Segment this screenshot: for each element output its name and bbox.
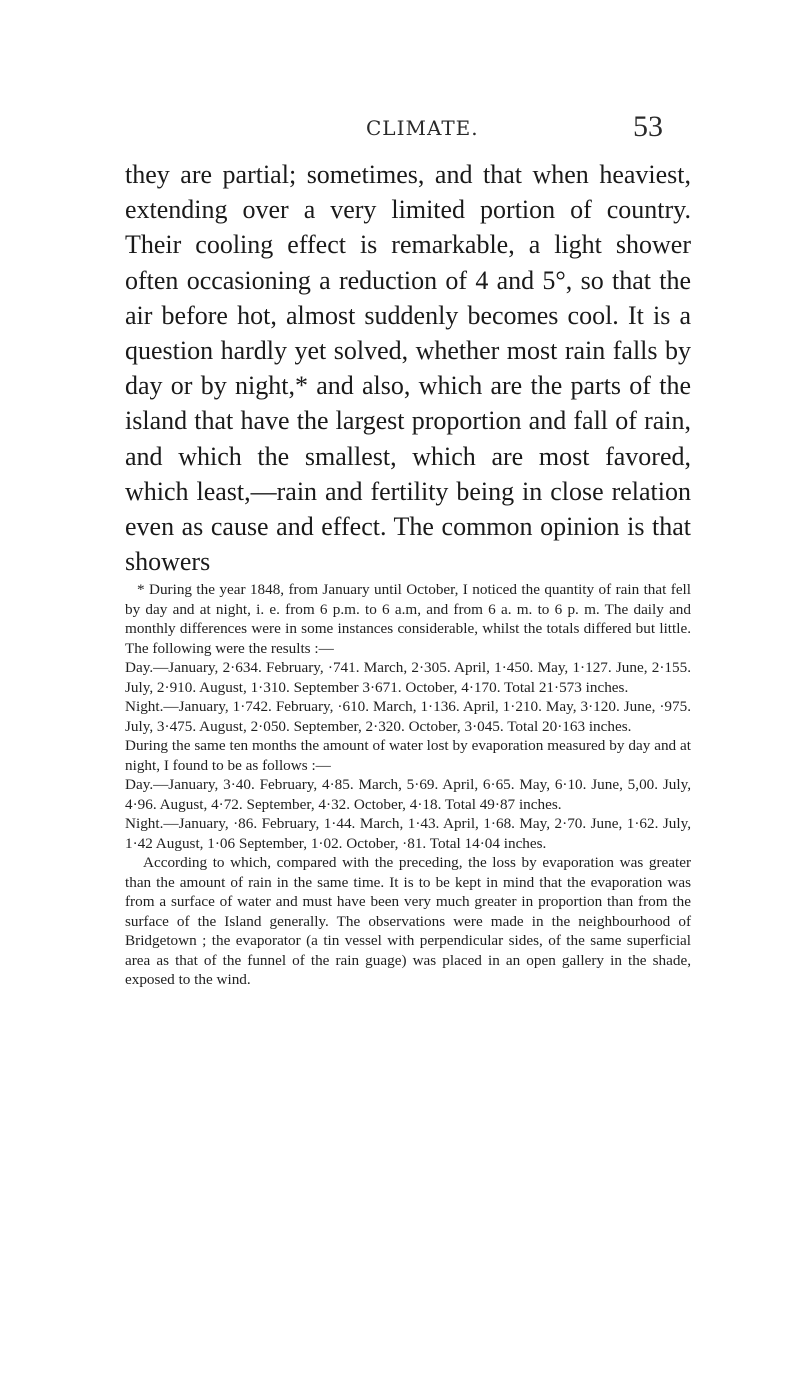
footnote-evaporation-day: Day.—January, 3·40. February, 4·85. March, 5·69. April, 6·65. May, 6·10. June, 5,00. July, 4·96. August, 4·72. September, 4·32. October, 4·18. Total 49·87 inches.	[125, 776, 691, 813]
footnote	[125, 580, 691, 990]
footnote-evaporation-intro: During the same ten months the amount of water lost by evaporation measured by day and at night, I found to be as follows :—	[125, 737, 691, 774]
running-title: CLIMATE.	[366, 116, 479, 140]
footnote-intro: * During the year 1848, from January until October, I noticed the quantity of rain that fell by day and at night, i. e. from 6 p.m. to 6 a.m, and from 6 a. m. to 6 p. m. The daily and monthly differences were in some instances considerable, whilst the totals differed but little. The following were the results :—	[125, 581, 691, 657]
footnote-conclusion: According to which, compared with the preceding, the loss by evaporation was greater than the amount of rain in the same time. It is to be kept in mind that the evaporation was from a surface of water and must have been very much greater in proportion than from the surface of the Island generally. The observations were made in the neighbourhood of Bridgetown ; the evaporator (a tin vessel with perpendicular sides, of the same superficial area as that of the funnel of the rain guage) was placed in an open gallery in the shade, exposed to the wind.	[125, 854, 691, 988]
footnote-rain-night: Night.—January, 1·742. February, ·610. March, 1·136. April, 1·210. May, 3·120. June, ·975. July, 3·475. August, 2·050. September, 2·320. October, 3·045. Total 20·163 inches.	[125, 698, 691, 735]
main-paragraph: they are partial; sometimes, and that when heaviest, extending over a very limited portion of country. Their cooling effect is remarkable, a light shower often occasioning a reduction of 4 and 5°, so that the air before hot, almost suddenly becomes cool. It is a question hardly yet solved, whether most rain falls by day or by night,* and also, which are the parts of the island that have the largest proportion and fall of rain, and which the smallest, which are most favored, which least,—rain and fertility being in close relation even as cause and effect. The common opinion is that showers	[125, 160, 691, 577]
footnote-evaporation-night: Night.—January, ·86. February, 1·44. March, 1·43. April, 1·68. May, 2·70. June, 1·62. July, 1·42 August, 1·06 September, 1·02. October, ·81. Total 14·04 inches.	[125, 815, 691, 852]
footnote-rain-day: Day.—January, 2·634. February, ·741. March, 2·305. April, 1·450. May, 1·127. June, 2·155. July, 2·910. August, 1·310. September 3·671. October, 4·170. Total 21·573 inches.	[125, 659, 691, 696]
page-number: 53	[633, 110, 663, 143]
